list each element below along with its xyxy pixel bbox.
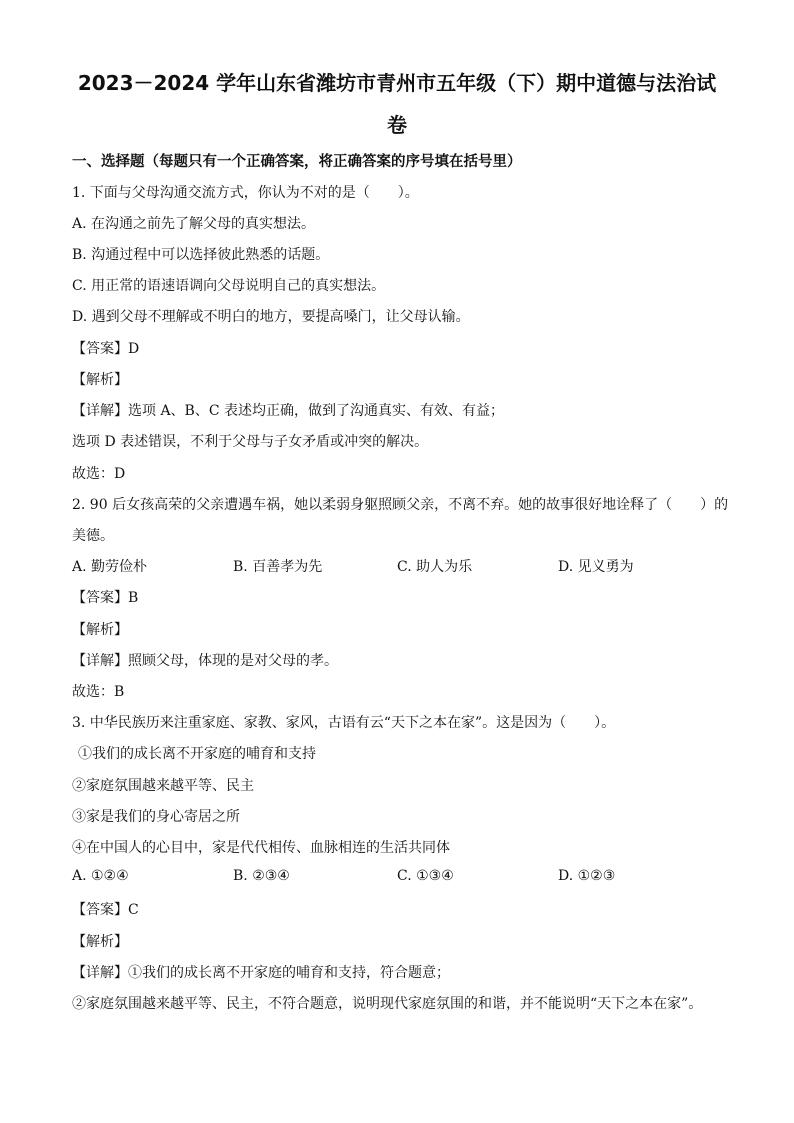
q1-stem: 1. 下面与父母沟通交流方式，你认为不对的是（ ）。 <box>72 185 419 201</box>
q2-option-a: A. 勤劳俭朴 <box>72 559 148 575</box>
document-title-line2: 卷 <box>387 113 407 137</box>
q3-detail-line2: ②家庭氛围越来越平等、民主，不符合题意，说明现代家庭氛围的和谐，并不能说明“天下之本在家”。 <box>72 996 703 1012</box>
q3-option-d: D. ①②③ <box>558 868 616 884</box>
q1-option-c: C. 用正常的语速语调向父母说明自己的真实想法。 <box>72 278 386 294</box>
answer-value: D <box>128 341 140 357</box>
section-heading: 一、选择题（每题只有一个正确答案，将正确答案的序号填在括号里） <box>72 154 522 170</box>
q2-option-d: D. 见义勇为 <box>558 559 634 575</box>
q1-option-b: B. 沟通过程中可以选择彼此熟悉的话题。 <box>72 247 330 263</box>
q3-option-a: A. ①②④ <box>72 868 129 884</box>
q3-answer <box>72 899 139 919</box>
q1-option-a: A. 在沟通之前先了解父母的真实想法。 <box>72 216 316 232</box>
q1-detail-line1 <box>72 400 504 420</box>
detail-text: 照顾父母，体现的是对父母的孝。 <box>128 653 338 669</box>
answer-value: C <box>128 902 139 918</box>
answer-value: B <box>128 590 139 606</box>
q3-detail-line1 <box>72 962 450 982</box>
q3-analysis-tag: 【解析】 <box>72 934 128 950</box>
q2-answer <box>72 587 138 607</box>
answer-tag: 【答案】 <box>72 341 128 357</box>
q3-option-b: B. ②③④ <box>233 868 290 884</box>
q1-detail-line2: 选项 D 表述错误，不利于父母与子女矛盾或冲突的解决。 <box>72 434 429 450</box>
q1-choice: 故选：D <box>72 466 126 482</box>
answer-tag: 【答案】 <box>72 590 128 606</box>
q2-choice: 故选：B <box>72 684 125 700</box>
q2-analysis-tag: 【解析】 <box>72 622 128 638</box>
q3-statement-3: ③家是我们的身心寄居之所 <box>72 809 240 825</box>
detail-tag: 【详解】 <box>72 403 128 419</box>
q3-statement-4: ④在中国人的心目中，家是代代相传、血脉相连的生活共同体 <box>72 840 450 856</box>
detail-text: 选项 A、B、C 表述均正确，做到了沟通真实、有效、有益； <box>128 403 505 419</box>
q3-statement-1: ①我们的成长离不开家庭的哺育和支持 <box>78 746 316 762</box>
q2-option-b: B. 百善孝为先 <box>233 559 323 575</box>
q2-option-c: C. 助人为乐 <box>397 559 473 575</box>
document-title-line1: 2023－2024 学年山东省潍坊市青州市五年级（下）期中道德与法治试 <box>77 71 717 95</box>
q3-stem: 3. 中华民族历来注重家庭、家教、家风，古语有云“天下之本在家”。这是因为（ ）。 <box>72 715 616 731</box>
q2-stem-line1: 2. 90 后女孩高荣的父亲遭遇车祸，她以柔弱身躯照顾父亲，不离不弃。她的故事很好地诠释了（ ）的 <box>72 497 729 513</box>
q3-statement-2: ②家庭氛围越来越平等、民主 <box>72 778 254 794</box>
answer-tag: 【答案】 <box>72 902 128 918</box>
q3-option-c: C. ①③④ <box>397 868 454 884</box>
detail-tag: 【详解】 <box>72 653 128 669</box>
detail-tag: 【详解】 <box>72 965 128 981</box>
detail-text: ①我们的成长离不开家庭的哺育和支持，符合题意； <box>128 965 450 981</box>
q1-option-d: D. 遇到父母不理解或不明白的地方，要提高嗓门，让父母认输。 <box>72 309 470 325</box>
q2-detail <box>72 650 338 670</box>
q1-analysis-tag: 【解析】 <box>72 372 128 388</box>
q1-answer <box>72 338 139 358</box>
q2-stem-line2: 美德。 <box>72 528 114 544</box>
